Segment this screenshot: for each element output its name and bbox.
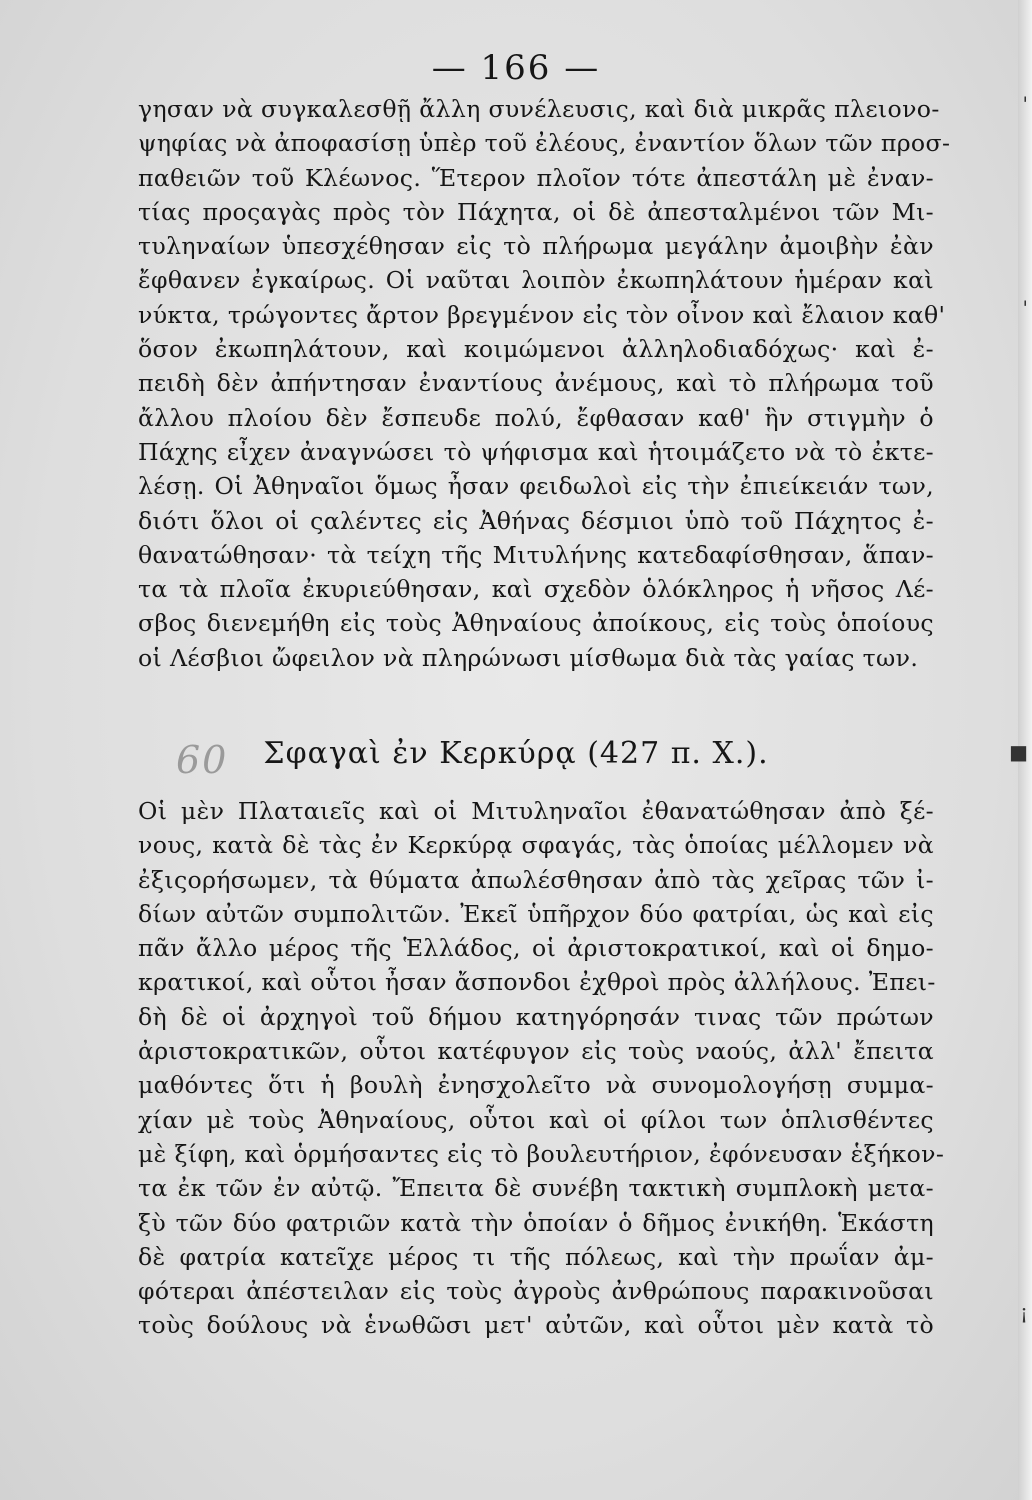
text-line: σβος διενεμήθη εἰς τοὺς Ἀθηναίους ἀποίκους, εἰς τοὺς ὁποίους [138, 609, 934, 638]
page-number: — 166 — [431, 48, 601, 88]
text-line: κρατικοί, καὶ οὗτοι ἦσαν ἄσπονδοι ἐχθροὶ πρὸς ἀλλήλους. Ἐπει- [138, 968, 936, 997]
text-line: τίας προςαγὰς πρὸς τὸν Πάχητα, οἱ δὲ ἀπεσταλμένοι τῶν Μι- [138, 197, 934, 226]
text-line: ἀριστοκρατικῶν, οὗτοι κατέφυγον εἰς τοὺς ναούς, ἀλλ' ἔπειτα [138, 1037, 934, 1066]
text-line: πειδὴ δὲν ἀπήντησαν ἐναντίους ἀνέμους, καὶ τὸ πλήρωμα τοῦ [138, 369, 934, 398]
text-line: μὲ ξίφη, καὶ ὁρμήσαντες εἰς τὸ βουλευτήριον, ἐφόνευσαν ἑξήκον- [138, 1139, 945, 1168]
text-line: ὅσον ἐκωπηλάτουν, καὶ κοιμώμενοι ἀλληλοδιαδόχως· καὶ ἐ- [138, 335, 934, 364]
text-line: τα τὰ πλοῖα ἐκυριεύθησαν, καὶ σχεδὸν ὁλόκληρος ἡ νῆσος Λέ- [138, 575, 934, 604]
text-line: λέσῃ. Οἱ Ἀθηναῖοι ὅμως ἦσαν φειδωλοὶ εἰς τὴν ἐπιείκειάν των, [138, 472, 934, 501]
text-line: ἔφθανεν ἐγκαίρως. Οἱ ναῦται λοιπὸν ἐκωπηλάτουν ἡμέραν καὶ [138, 266, 934, 295]
text-line: ἄλλου πλοίου δὲν ἔσπευδε πολύ, ἔφθασαν καθ' ἣν στιγμὴν ὁ [138, 403, 934, 432]
edge-mark: ' [1022, 92, 1028, 116]
text-line: ἐξιςορήσωμεν, τὰ θύματα ἀπωλέσθησαν ἀπὸ τὰς χεῖρας τῶν ἰ- [138, 865, 934, 894]
text-line: δίων αὐτῶν συμπολιτῶν. Ἐκεῖ ὑπῆρχον δύο φατρίαι, ὡς καὶ εἰς [138, 899, 934, 928]
paragraph-2 [138, 794, 945, 1343]
text-line: γησαν νὰ συγκαλεσθῇ ἄλλη συνέλευσις, καὶ διὰ μικρᾶς πλειονο- [138, 95, 940, 123]
text-line: τα ἐκ τῶν ἐν αὐτῷ. Ἔπειτα δὲ συνέβη τακτικὴ συμπλοκὴ μετα- [138, 1174, 934, 1203]
text-line: διότι ὅλοι οἱ ςαλέντες εἰς Ἀθήνας δέσμιοι ὑπὸ τοῦ Πάχητος ἐ- [138, 506, 934, 535]
edge-mark: ■ [1009, 740, 1028, 764]
text-line: θανατώθησαν· τὰ τείχη τῆς Μιτυλήνης κατεδαφίσθησαν, ἅπαν- [138, 540, 934, 569]
text-line: ψηφίας νὰ ἀποφασίσῃ ὑπὲρ τοῦ ἐλέους, ἐναντίον ὅλων τῶν προσ- [138, 129, 951, 158]
pencil-margin-note: 60 [176, 738, 229, 782]
edge-mark: ' [1022, 296, 1028, 320]
text-line: χίαν μὲ τοὺς Ἀθηναίους, οὗτοι καὶ οἱ φίλοι των ὁπλισθέντες [138, 1105, 934, 1134]
text-line: οἱ Λέσβιοι ὤφειλον νὰ πληρώνωσι μίσθωμα διὰ τὰς γαίας των. [138, 643, 919, 672]
text-line: ξὺ τῶν δύο φατριῶν κατὰ τὴν ὁποίαν ὁ δῆμος ἐνικήθη. Ἑκάστη [138, 1208, 934, 1237]
section-heading: Σφαγαὶ ἐν Κερκύρᾳ (427 π. Χ.). [263, 736, 769, 771]
text-line: πᾶν ἄλλο μέρος τῆς Ἑλλάδος, οἱ ἀριστοκρατικοί, καὶ οἱ δημο- [138, 934, 934, 963]
text-line: δὲ φατρία κατεῖχε μέρος τι τῆς πόλεως, καὶ τὴν πρωΐαν ἀμ- [138, 1242, 934, 1271]
text-line: Οἱ μὲν Πλαταιεῖς καὶ οἱ Μιτυληναῖοι ἐθανατώθησαν ἀπὸ ξέ- [138, 797, 934, 825]
text-line: νους, κατὰ δὲ τὰς ἐν Κερκύρᾳ σφαγάς, τὰς ὁποίας μέλλομεν νὰ [138, 831, 934, 860]
text-line: Πάχης εἶχεν ἀναγνώσει τὸ ψήφισμα καὶ ἡτοιμάζετο νὰ τὸ ἐκτε- [138, 437, 934, 466]
text-line: τυληναίων ὑπεσχέθησαν εἰς τὸ πλήρωμα μεγάλην ἀμοιβὴν ἐὰν [138, 232, 934, 261]
text-line: φότεραι ἀπέστειλαν εἰς τοὺς ἀγροὺς ἀνθρώπους παρακινοῦσαι [138, 1277, 934, 1306]
edge-mark: ¡ [1019, 1300, 1028, 1324]
text-line: δὴ δὲ οἱ ἀρχηγοὶ τοῦ δήμου κατηγόρησάν τινας τῶν πρώτων [138, 1002, 934, 1031]
text-line: τοὺς δούλους νὰ ἑνωθῶσι μετ' αὐτῶν, καὶ οὗτοι μὲν κατὰ τὸ [138, 1311, 934, 1340]
paragraph-1 [138, 92, 951, 675]
text-line: νύκτα, τρώγοντες ἄρτον βρεγμένον εἰς τὸν οἶνον καὶ ἔλαιον καθ' [138, 300, 946, 329]
text-line: παθειῶν τοῦ Κλέωνος. Ἕτερον πλοῖον τότε ἀπεστάλη μὲ ἐναν- [138, 163, 934, 192]
text-line: μαθόντες ὅτι ἡ βουλὴ ἐνησχολεῖτο νὰ συνομολογήσῃ συμμα- [138, 1071, 934, 1100]
